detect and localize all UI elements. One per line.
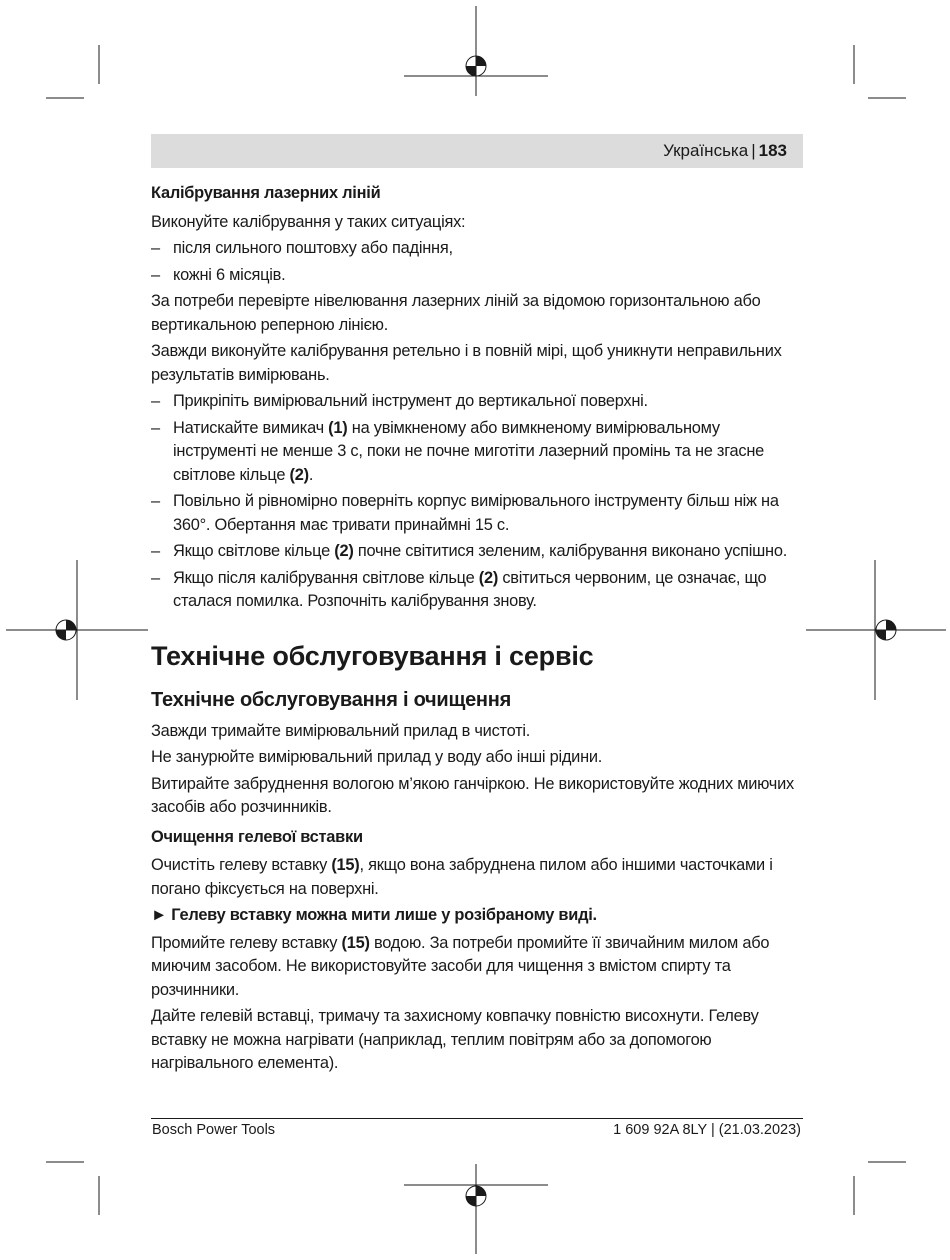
check-paragraph: За потреби перевірте нівелювання лазерних ліній за відомою горизонтальною або вертикальною реперною лінією.	[151, 292, 761, 334]
list-item: – Прикріпіть вимірювальний інструмент до вертикальної поверхні.	[151, 392, 648, 410]
footer-doc-id: 1 609 92A 8LY | (21.03.2023)	[613, 1122, 801, 1138]
ref-gel-insert: (15)	[331, 856, 360, 874]
maintenance-paragraph: Витирайте забруднення вологою м’якою ганчіркою. Не використовуйте жодних миючих засобів або розчинників.	[151, 774, 794, 816]
ref-light-ring: (2)	[289, 465, 309, 484]
gel-paragraph: Дайте гелевій вставці, тримачу та захисному ковпачку повністю висохнути. Гелеву вставку не можна нагрівати (наприклад, теплим повітрям або за допомогою нагрівального елемента).	[151, 1007, 759, 1072]
list-item: – Якщо після калібрування світлове кільце (2) світиться червоним, це означає, що сталася помилка. Розпочніть калібрування знову.	[151, 568, 767, 610]
header-label	[663, 141, 787, 161]
ref-switch: (1)	[328, 418, 348, 437]
service-heading: Технічне обслуговування і сервіс	[151, 640, 594, 671]
page-header	[151, 134, 803, 168]
gel-cleaning-heading: Очищення гелевої вставки	[151, 827, 363, 846]
calibration-heading: Калібрування лазерних ліній	[151, 184, 381, 202]
steps-list	[151, 390, 803, 614]
header-language: Українська	[663, 141, 749, 160]
ref-gel-insert: (15)	[341, 933, 370, 952]
situations-list	[151, 237, 803, 287]
care-paragraph: Завжди виконуйте калібрування ретельно і в повній мірі, щоб уникнути неправильних результатів вимірювань.	[151, 342, 782, 384]
list-item: – Повільно й рівномірно поверніть корпус вимірювального інструменту більш ніж на 360°. Обертання має тривати принаймні 15 с.	[151, 492, 779, 534]
ref-light-ring: (2)	[478, 568, 499, 587]
gel-paragraph: Очистіть гелеву вставку (15), якщо вона забруднена пилом або іншими часточками і погано фіксується на поверхні.	[151, 856, 773, 898]
gel-paragraph: Промийте гелеву вставку (15) водою. За потреби промийте її звичайним милом або миючим засобом. Не використовуйте засоби для чищення з вмістом спирту та розчинники.	[151, 933, 770, 999]
list-item: – Якщо світлове кільце (2) почне світитися зеленим, калібрування виконано успішно.	[151, 542, 788, 560]
footer-brand: Bosch Power Tools	[152, 1122, 276, 1138]
list-item: – кожні 6 місяців.	[151, 265, 286, 284]
maintenance-paragraph: Не занурюйте вимірювальний прилад у воду або інші рідини.	[151, 748, 603, 766]
page-content	[151, 182, 803, 1079]
page-number: 183	[758, 141, 787, 160]
ref-light-ring: (2)	[334, 542, 354, 560]
list-item: – після сильного поштовху або падіння,	[151, 239, 453, 257]
maintenance-heading: Технічне обслуговування і очищення	[151, 688, 512, 711]
header-separator: |	[751, 141, 756, 160]
maintenance-paragraph: Завжди тримайте вимірювальний прилад в чистоті.	[151, 721, 531, 740]
footer-divider	[151, 1118, 803, 1119]
warning-note: ► Гелеву вставку можна мити лише у розібраному виді.	[151, 906, 597, 924]
list-item: – Натискайте вимикач (1) на увімкненому або вимкненому вимірювальному інструменті не менше 3 с, поки не почне миготіти лазерний промінь та не згасне світлове кільце (2).	[151, 418, 765, 484]
calibration-intro: Виконуйте калібрування у таких ситуаціях:	[151, 212, 466, 231]
warning-marker-icon: ►	[151, 906, 167, 924]
